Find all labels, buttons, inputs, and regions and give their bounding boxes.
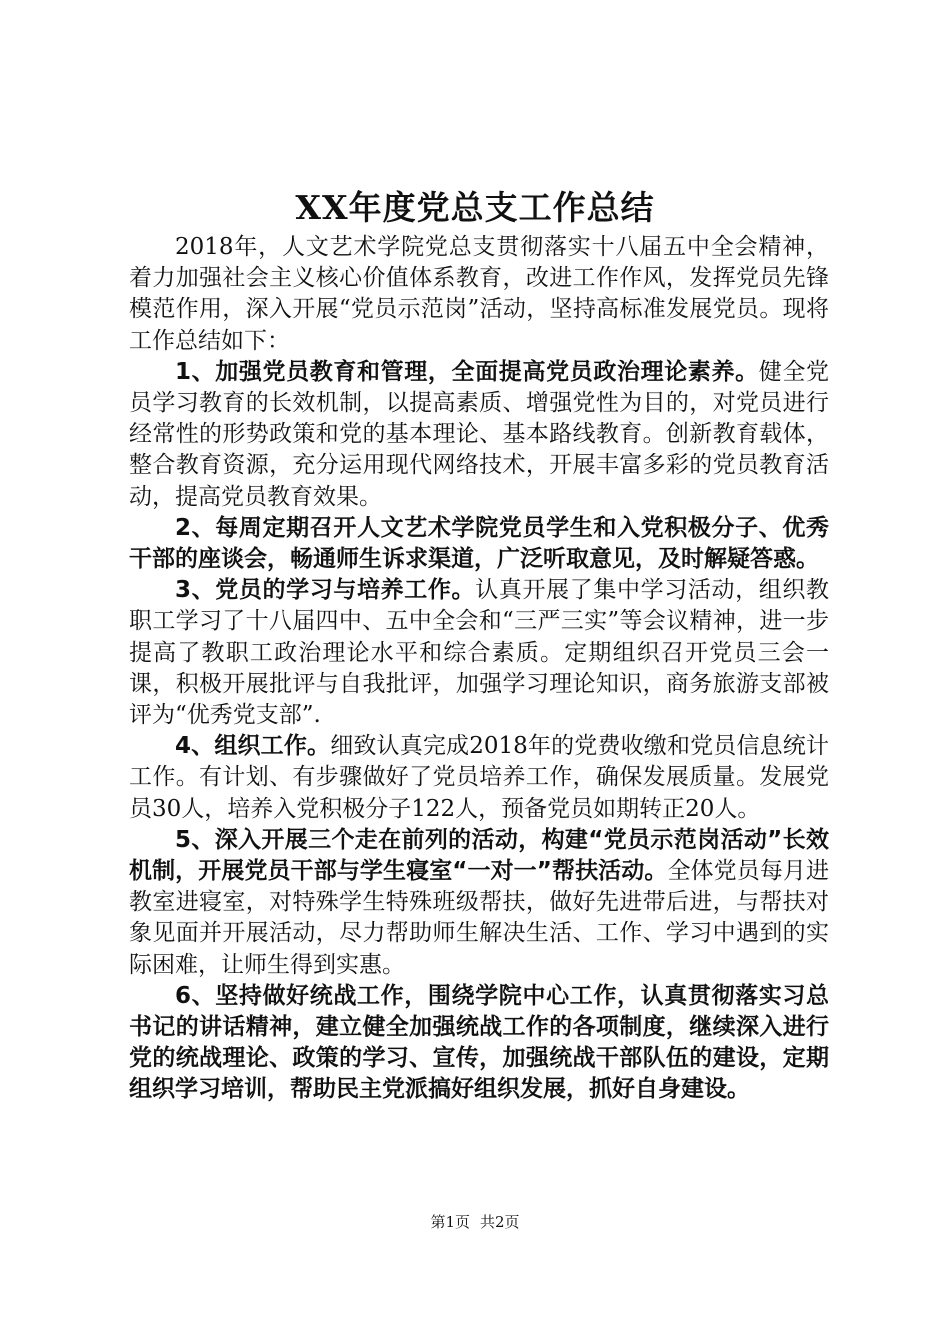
item-heading: 1、加强党员教育和管理，全面提高党员政治理论素养。: [175, 358, 759, 385]
document-body: [129, 232, 829, 1106]
document-title: XX年度党总支工作总结: [295, 188, 655, 227]
page-number: 第1页: [430, 1213, 470, 1231]
page-footer: [0, 1212, 950, 1232]
item-heading: 2、每周定期召开人文艺术学院党员学生和入党积极分子、优秀干部的座谈会，畅通师生诉求渠道，广泛听取意见，及时解疑答惑。: [129, 514, 829, 573]
item-text: 细致认真完成2018年的党费收缴和党员信息统计工作。有计划、有步骤做好了党员培养工作，确保发展质量。发展党员30人，培养入党积极分子122人，预备党员如期转正20人。: [129, 733, 829, 822]
item-paragraph-6: [129, 981, 829, 1106]
item-paragraph-5: [129, 825, 829, 981]
intro-paragraph: 2018年，人文艺术学院党总支贯彻落实十八届五中全会精神，着力加强社会主义核心价值体系教育，改进工作作风，发挥党员先锋模范作用，深入开展“党员示范岗”活动，坚持高标准发展党员。现将工作总结如下：: [129, 234, 829, 354]
item-heading: 6、坚持做好统战工作，围绕学院中心工作，认真贯彻落实习总书记的讲话精神，建立健全加强统战工作的各项制度，继续深入进行党的统战理论、政策的学习、宣传，加强统战干部队伍的建设，定期组织学习培训，帮助民主党派搞好组织发展，抓好自身建设。: [129, 982, 829, 1103]
item-text: 健全党员学习教育的长效机制，以提高素质、增强党性为目的，对党员进行经常性的形势政策和党的基本理论、基本路线教育。创新教育载体，整合教育资源，充分运用现代网络技术，开展丰富多彩的党员教育活动，提高党员教育效果。: [129, 358, 829, 510]
item-paragraph-4: [129, 731, 829, 825]
item-text: 全体党员每月进教室进寝室，对特殊学生特殊班级帮扶，做好先进带后进，与帮扶对象见面并开展活动，尽力帮助师生解决生活、工作、学习中遇到的实际困难，让师生得到实惠。: [129, 858, 830, 978]
item-heading: 5、深入开展三个走在前列的活动，构建“党员示范岗活动”长效机制，开展党员干部与学生寝室“一对一”帮扶活动。: [129, 826, 829, 885]
item-heading: 4、组织工作。: [175, 733, 331, 760]
page-total: 共2页: [480, 1213, 520, 1231]
item-heading: 3、党员的学习与培养工作。: [175, 577, 476, 604]
item-paragraph-1: [129, 357, 829, 513]
item-paragraph-3: [129, 575, 829, 731]
item-paragraph-2: [129, 513, 829, 575]
item-text: 认真开展了集中学习活动，组织教职工学习了十八届四中、五中全会和“三严三实”等会议精神，进一步提高了教职工政治理论水平和综合素质。定期组织召开党员三会一课，积极开展批评与自我批评，加强学习理论知识，商务旅游支部被评为“优秀党支部”.: [129, 577, 829, 729]
